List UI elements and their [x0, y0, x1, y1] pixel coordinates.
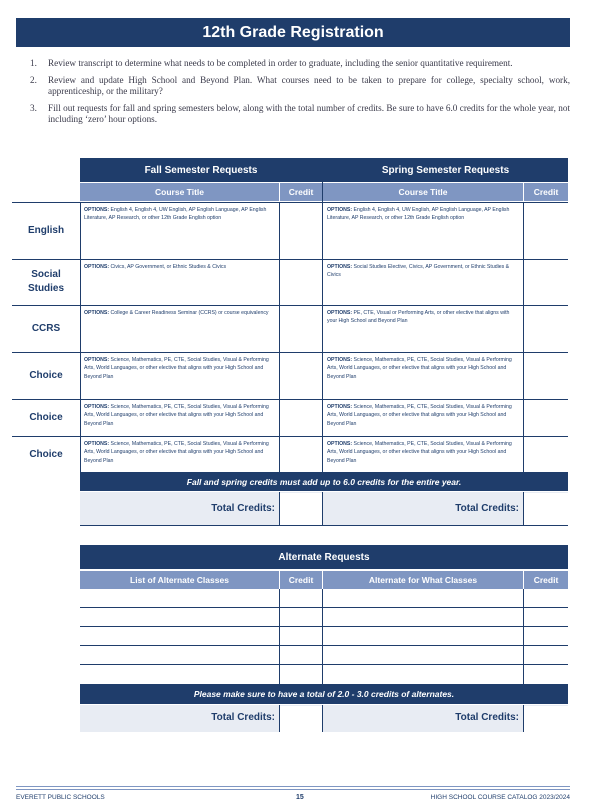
- grid-line: [279, 705, 280, 732]
- instruction-item: 1. Review transcript to determine what needs to be completed in order to graduate, including the senior quantitative requirement.: [30, 58, 513, 68]
- fall-course-cell[interactable]: OPTIONS: Civics, AP Government, or Ethnic Studies & Civics: [84, 264, 227, 270]
- grid-line: [12, 352, 568, 353]
- instruction-list: [30, 58, 570, 131]
- alternate-total-credit-input[interactable]: [280, 706, 322, 732]
- fall-semester-header: Fall Semester Requests: [80, 158, 322, 182]
- spring-course-cell[interactable]: OPTIONS: Science, Mathematics, PE, CTE, Social Studies, Visual & Performing Arts, World Languages, or other elective that aligns with your High School and Beyond Plan: [327, 441, 512, 464]
- page-title: 12th Grade Registration: [16, 18, 570, 47]
- footer-catalog-name: HIGH SCHOOL COURSE CATALOG 2023/2024: [430, 794, 570, 801]
- row-label-english: English: [27, 224, 65, 236]
- grid-line: [322, 589, 323, 684]
- row-label-choice: Choice: [29, 448, 63, 460]
- grid-line: [322, 492, 323, 525]
- spring-course-cell[interactable]: OPTIONS: PE, CTE, Visual or Performing Arts, or other elective that aligns with your High School and Beyond Plan: [327, 310, 510, 325]
- grid-line: [80, 626, 568, 627]
- footer-rule: [16, 786, 570, 787]
- spring-total-credits-label: Total Credits:: [455, 503, 519, 514]
- grid-line: [322, 705, 323, 732]
- grid-line: [12, 259, 568, 260]
- grid-line: [80, 645, 568, 646]
- fall-total-credit-input[interactable]: [280, 493, 322, 525]
- alternate-requests-header: Alternate Requests: [80, 545, 568, 569]
- instruction-item: 2. Review and update High School and Beyond Plan. What courses need to be taken to prepare for college, specialty school, work, apprenticeship, or the military?: [30, 74, 570, 96]
- fall-course-cell[interactable]: OPTIONS: Science, Mathematics, PE, CTE, Social Studies, Visual & Performing Arts, World Languages, or other elective that aligns with your High School and Beyond Plan: [84, 404, 269, 427]
- footer-school-name: EVERETT PUBLIC SCHOOLS: [16, 794, 105, 801]
- grid-line: [12, 305, 568, 306]
- fall-course-cell[interactable]: OPTIONS: English 4, English 4, UW English, AP English Language, AP English Literature, AP Research, or other 12th Grade English option: [84, 207, 267, 222]
- grid-line: [80, 607, 568, 608]
- spring-total-credit-input[interactable]: [524, 493, 568, 525]
- row-label-social-studies: Social Studies: [27, 269, 65, 294]
- spring-credit-header: Credit: [524, 183, 568, 201]
- instruction-item: 3. Fill out requests for fall and spring semesters below, along with the total number of credits. Be sure to have 6.0 credits for the whole year, not including ‘zero’ hour options.: [30, 102, 570, 124]
- alternate-for-total-credit-input[interactable]: [524, 706, 568, 732]
- alternate-for-total-label: Total Credits:: [455, 712, 519, 723]
- spring-course-cell[interactable]: OPTIONS: Social Studies Elective, Civics, AP Government, or Ethnic Studies & Civics: [327, 264, 510, 279]
- spring-course-cell[interactable]: OPTIONS: Science, Mathematics, PE, CTE, Social Studies, Visual & Performing Arts, World Languages, or other elective that aligns with your High School and Beyond Plan: [327, 357, 512, 380]
- spring-course-cell[interactable]: OPTIONS: English 4, English 4, UW English, AP English Language, AP English Literature, AP Research, or other 12th Grade English option: [327, 207, 510, 222]
- credit-requirement-note: Fall and spring credits must add up to 6.0 credits for the entire year.: [80, 472, 568, 491]
- grid-line: [80, 525, 568, 526]
- grid-line: [279, 589, 280, 684]
- grid-line: [80, 202, 81, 472]
- row-label-choice: Choice: [29, 369, 63, 381]
- row-label-choice: Choice: [29, 411, 63, 423]
- alternate-total-label: Total Credits:: [211, 712, 275, 723]
- fall-course-cell[interactable]: OPTIONS: Science, Mathematics, PE, CTE, Social Studies, Visual & Performing Arts, World Languages, or other elective that aligns with your High School and Beyond Plan: [84, 441, 269, 464]
- alternate-credit-note: Please make sure to have a total of 2.0 - 3.0 credits of alternates.: [80, 684, 568, 704]
- alternate-for-credit-header: Credit: [524, 571, 568, 589]
- grid-line: [523, 202, 524, 472]
- footer-rule: [16, 789, 570, 790]
- row-label-ccrs: CCRS: [31, 322, 61, 334]
- grid-line: [523, 589, 524, 684]
- fall-course-cell[interactable]: OPTIONS: Science, Mathematics, PE, CTE, Social Studies, Visual & Performing Arts, World Languages, or other elective that aligns with your High School and Beyond Plan: [84, 357, 269, 380]
- page-number: 15: [296, 794, 304, 801]
- grid-line: [12, 436, 568, 437]
- fall-course-title-header: Course Title: [80, 183, 279, 201]
- fall-credit-header: Credit: [280, 183, 322, 201]
- alternate-list-header: List of Alternate Classes: [80, 571, 279, 589]
- grid-line: [523, 705, 524, 732]
- alternate-credit-header: Credit: [280, 571, 322, 589]
- fall-course-cell[interactable]: OPTIONS: College & Career Readiness Seminar (CCRS) or course equivalency: [84, 310, 269, 316]
- spring-course-title-header: Course Title: [323, 183, 523, 201]
- grid-line: [80, 664, 568, 665]
- spring-semester-header: Spring Semester Requests: [323, 158, 568, 182]
- grid-line: [322, 158, 323, 472]
- spring-course-cell[interactable]: OPTIONS: Science, Mathematics, PE, CTE, Social Studies, Visual & Performing Arts, World Languages, or other elective that aligns with your High School and Beyond Plan: [327, 404, 512, 427]
- grid-line: [279, 202, 280, 472]
- alternate-for-header: Alternate for What Classes: [323, 571, 523, 589]
- grid-line: [12, 399, 568, 400]
- grid-line: [12, 202, 568, 203]
- fall-total-credits-label: Total Credits:: [211, 503, 275, 514]
